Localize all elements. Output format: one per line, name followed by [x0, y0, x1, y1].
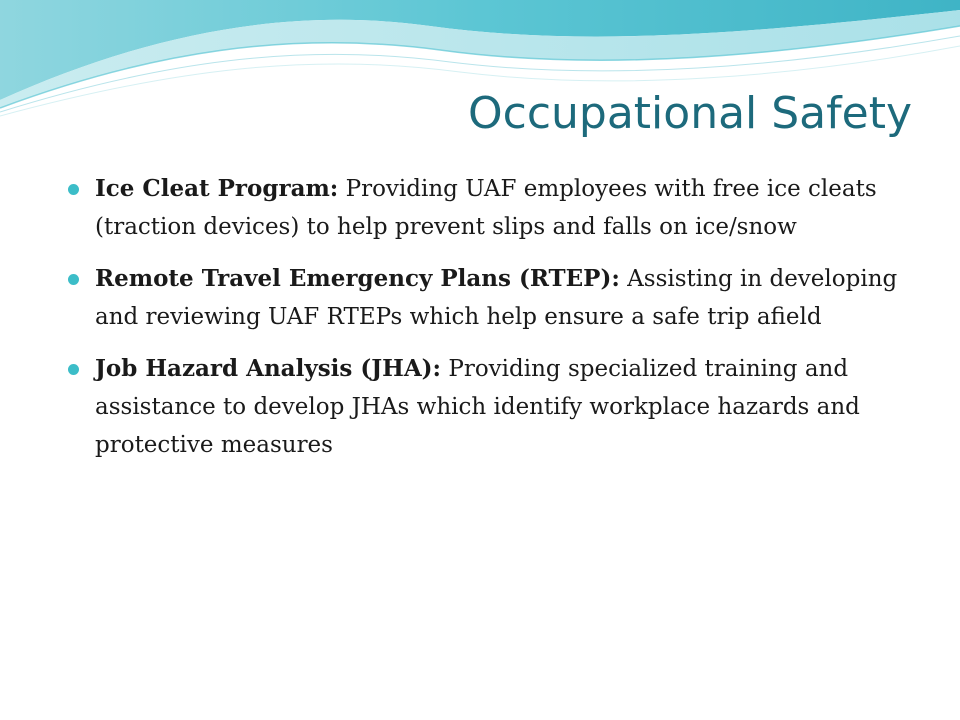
bullet-term: Ice Cleat Program:: [95, 175, 339, 202]
slide-title: Occupational Safety: [468, 88, 912, 139]
bullet-term: Remote Travel Emergency Plans (RTEP):: [95, 265, 620, 292]
bullet-text: Providing specialized training and assistance to develop JHAs which identify workplace hazards and protective measures: [95, 356, 860, 458]
bullet-dot-icon: [68, 274, 79, 285]
bullet-dot-icon: [68, 184, 79, 195]
bullet-item-ice-cleat-program: [68, 170, 914, 246]
bullet-list: [68, 170, 914, 478]
bullet-term: Job Hazard Analysis (JHA):: [95, 355, 442, 382]
bullet-text: Assisting in developing and reviewing UAF RTEPs which help ensure a safe trip afield: [95, 266, 898, 330]
bullet-item-jha: [68, 350, 914, 464]
bullet-item-rtep: [68, 260, 914, 336]
bullet-text: Providing UAF employees with free ice cleats (traction devices) to help prevent slips and falls on ice/snow: [95, 176, 877, 240]
bullet-dot-icon: [68, 364, 79, 375]
